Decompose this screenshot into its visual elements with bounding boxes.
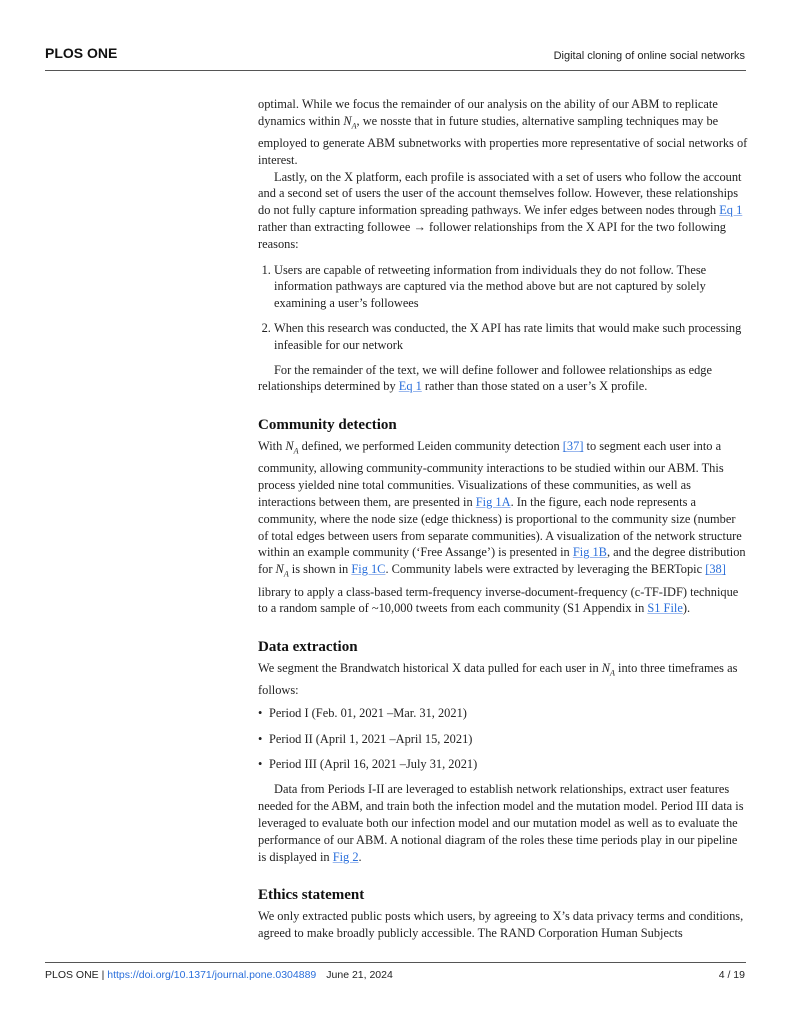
fig-link[interactable]: Fig 1A — [475, 495, 511, 510]
math-subscript: A — [283, 569, 289, 579]
text: Lastly, on the X platform, each profile is associated with a set of users who follow the account and a second set of users the user of the account themselves follow. However, these relationships do not fully capture information spreading pathways. We infer edges between nodes through — [258, 169, 742, 218]
text: ). — [682, 601, 691, 616]
math-subscript: A — [293, 446, 299, 456]
text: , and the degree distribution for — [258, 545, 746, 577]
text: library to apply a class-based term-frequency inverse-document-frequency (c-TF-IDF) technique to a random sample of ~10,000 tweets from each community (S1 Appendix in — [258, 584, 739, 616]
math-subscript: A — [351, 121, 357, 131]
math-symbol: N — [343, 113, 352, 128]
section-heading: Data extraction — [258, 639, 358, 656]
text: . Community labels were extracted by leveraging the BERTopic — [385, 562, 706, 577]
paragraph — [258, 362, 748, 396]
running-title: Digital cloning of online social networks — [553, 50, 745, 62]
fig-link[interactable]: Fig 1C — [351, 562, 386, 577]
journal-logo: PLOS ONE — [45, 45, 118, 61]
list-item: 2. When this research was conducted, the X API has rate limits that would make such processing infeasible for our network — [274, 320, 748, 354]
text: Data from Periods I-II are leveraged to establish network relationships, extract user features needed for the ABM, and train both the infection model and the mutation model. Period III data is leveraged to evaluate both our infection model and our mutation model as well as to evaluate the performance of our ABM. A notional diagram of the roles these time periods play in our pipeline is displayed in — [258, 782, 744, 864]
text: We segment the Brandwatch historical X data pulled for each user in — [258, 661, 602, 676]
list-item: • Period I (Feb. 01, 2021 –Mar. 31, 2021) — [269, 705, 748, 722]
footer — [45, 969, 393, 981]
text: defined, we performed Leiden community detection — [298, 439, 563, 454]
fig-link[interactable]: Fig 2 — [332, 849, 359, 864]
paragraph — [258, 781, 748, 865]
paragraph — [258, 96, 748, 169]
body-column — [258, 96, 748, 942]
math-symbol: N — [601, 661, 611, 676]
math-n-a — [601, 661, 615, 678]
math-n-a — [343, 113, 357, 131]
text: . — [358, 849, 362, 864]
list-item: • Period II (April 1, 2021 –April 15, 2021) — [269, 731, 748, 748]
doi-link[interactable]: https://doi.org/10.1371/journal.pone.0304889 — [107, 969, 317, 981]
text: . In the figure, each node represents a community, where the node size (edge thickness) is proportional to the community size (number of total edges between users from separate communities). A visualization of the network structure within an example community (‘Free Assange’) is presented in — [258, 495, 742, 560]
paragraph — [258, 169, 748, 253]
math-symbol: N — [285, 439, 294, 454]
text: to segment each user into a community, allowing community-community interactions to be studied within our ABM. This process yielded nine total communities. Visualizations of these communities, as well as interactions between them, are presented in — [258, 439, 724, 510]
text: is shown in — [288, 562, 352, 577]
section-heading: Community detection — [258, 417, 397, 434]
footer-date: June 21, 2024 — [326, 969, 393, 981]
text: into three timeframes as follows: — [258, 661, 738, 698]
periods-list — [258, 705, 748, 773]
math-n-a — [285, 439, 299, 456]
footer-journal: PLOS ONE | — [45, 969, 108, 981]
paragraph — [258, 438, 748, 617]
math-symbol: N — [275, 562, 284, 577]
reasons-list — [258, 262, 748, 354]
ref-link[interactable]: [37] — [562, 439, 584, 454]
math-n-a — [275, 562, 289, 579]
fig-link[interactable]: Fig 1B — [572, 545, 607, 560]
eq1-link[interactable]: Eq 1 — [398, 379, 422, 394]
text: For the remainder of the text, we will define follower and followee relationships as edge relationships determined by — [258, 362, 713, 394]
footer-rule — [45, 962, 746, 963]
section-heading: Ethics statement — [258, 887, 365, 904]
paragraph: We only extracted public posts which users, by agreeing to X’s data privacy terms and conditions, agreed to make broadly publicly accessible. The RAND Corporation Human Subjects — [258, 909, 744, 941]
eq1-link[interactable]: Eq 1 — [719, 203, 743, 218]
paragraph — [258, 660, 748, 699]
text: With — [258, 439, 286, 454]
text: optimal. While we focus the remainder of our analysis on the ability of our ABM to replicate dynamics within — [258, 97, 718, 128]
text: rather than those stated on a user’s X profile. — [421, 379, 648, 394]
header-rule — [45, 70, 746, 71]
list-item: 1. Users are capable of retweeting information from individuals they do not follow. These information pathways are captured via the method above but are not captured by solely examining a user’s followees — [274, 262, 748, 312]
s1-file-link[interactable]: S1 File — [647, 601, 683, 616]
math-subscript: A — [610, 668, 615, 678]
text: rather than extracting followee → follower relationships from the X API for the two following reasons: — [258, 220, 726, 251]
ref-link[interactable]: [38] — [705, 562, 726, 577]
list-item: • Period III (April 16, 2021 –July 31, 2021) — [269, 756, 748, 773]
page-number: 4 / 19 — [718, 969, 745, 981]
text: , we nosste that in future studies, alternative sampling techniques may be employed to generate ABM subnetworks with properties more representative of social networks of interest. — [258, 113, 748, 167]
